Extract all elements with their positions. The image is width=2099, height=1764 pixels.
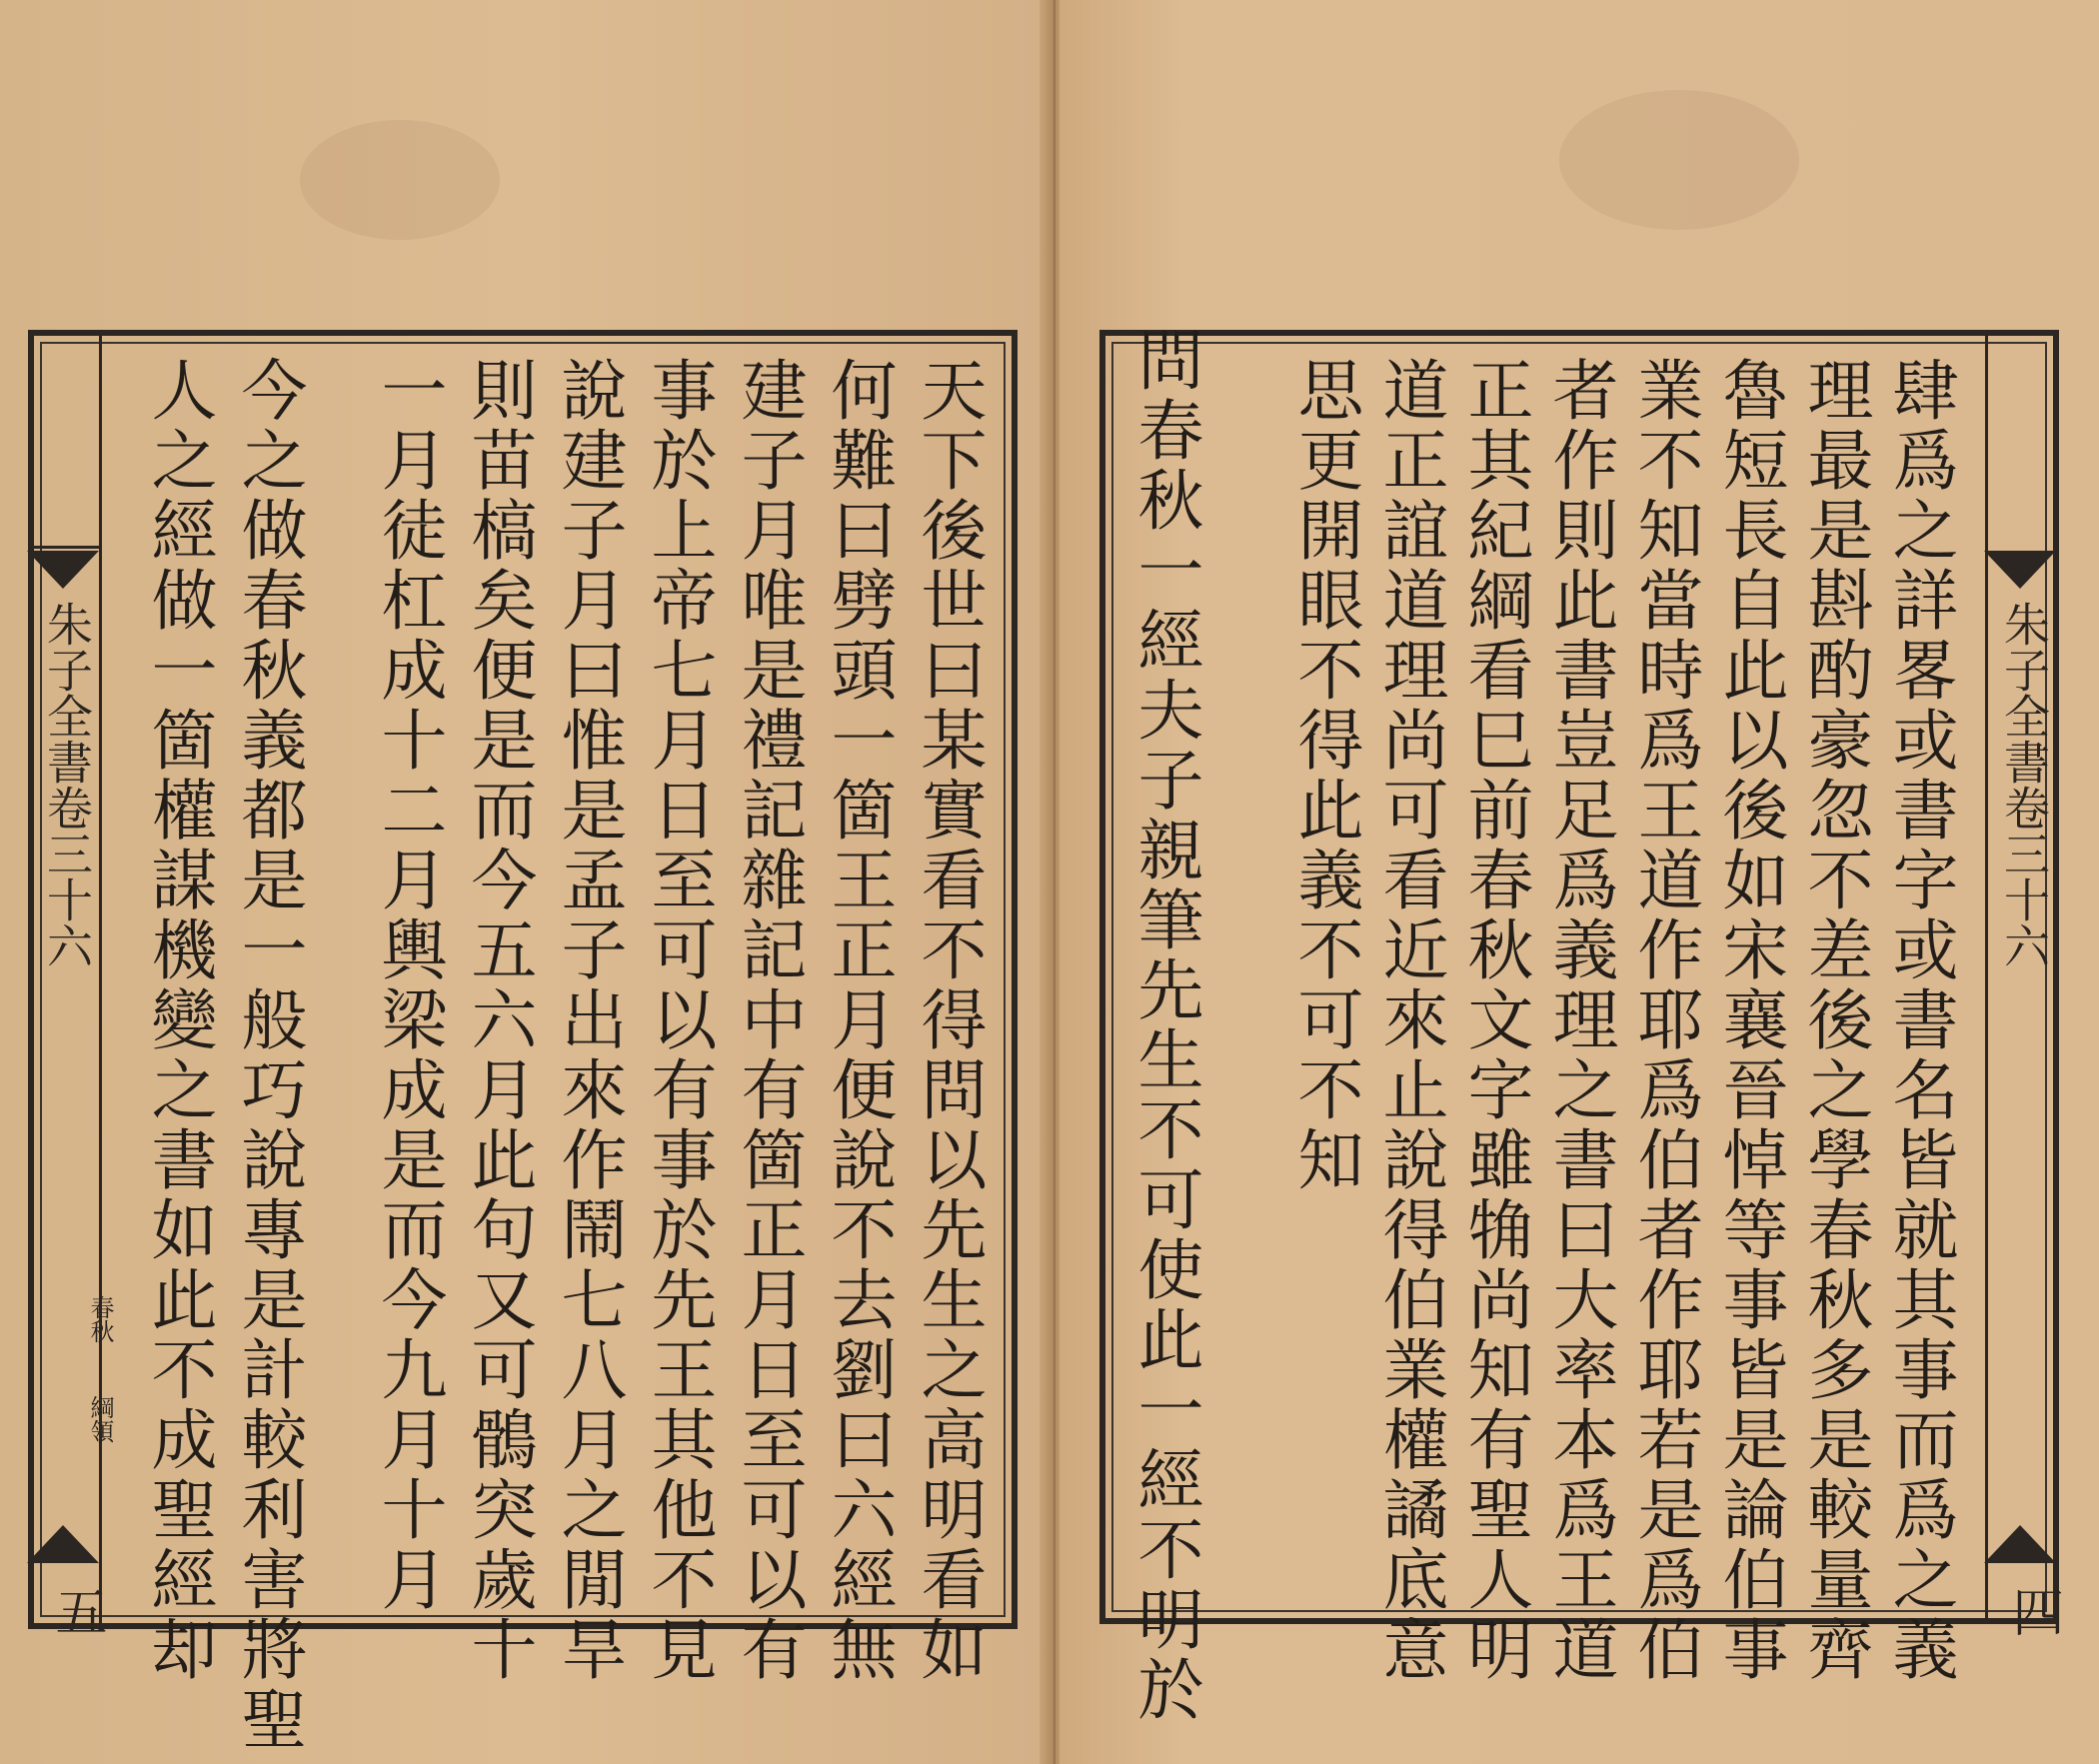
left-margin-title: 朱子全書卷三十六 [40, 601, 94, 968]
fish-tail-upper-mark [1984, 551, 2056, 589]
right-margin-strip [1985, 336, 2063, 1637]
right-margin-title: 朱子全書卷三十六 [1997, 601, 2051, 968]
left-margin-section-2: 綱領 [86, 1395, 114, 1443]
text-column: 說建子月曰惟是孟子出來作鬧七八月之閒旱 [550, 356, 627, 1685]
fish-tail-lower-mark [1984, 1525, 2056, 1563]
left-margin-strip [28, 336, 114, 1637]
text-column: 道正誼道理尚可看近來止說得伯業權譎底意 [1371, 356, 1448, 1685]
fish-tail-lower-mark [27, 1525, 99, 1563]
right-page [1059, 0, 2099, 1764]
left-text-frame [28, 330, 1018, 1755]
text-column: 正其紀綱看巳前春秋文字雖觕尚知有聖人明 [1456, 356, 1533, 1685]
text-column: 業不知當時爲王道作耶爲伯者作耶若是爲伯 [1626, 356, 1703, 1685]
fish-tail-upper [31, 546, 99, 549]
fish-tail-upper-mark [27, 551, 99, 589]
text-column: 建子月唯是禮記雜記中有箇正月日至可以有 [730, 356, 807, 1685]
text-column: 今之做春秋義都是一般巧說專是計較利害將聖 [230, 356, 307, 1755]
text-column: 人之經做一箇權謀機變之書如此不成聖經却 [140, 356, 217, 1685]
left-page-number: 五 [46, 1585, 106, 1637]
text-column: 何難曰劈頭一箇王正月便說不去劉曰六經無 [820, 356, 897, 1685]
paper-stain [1559, 90, 1799, 230]
right-page-number: 四 [2003, 1585, 2063, 1637]
text-column: 者作則此書豈足爲義理之書曰大率本爲王道 [1541, 356, 1618, 1685]
text-column: 思更開眼不得此義不可不知 [1286, 356, 1363, 1195]
text-column: 肆爲之詳畧或書字或書名皆就其事而爲之義 [1881, 356, 1958, 1685]
text-column: 則苗槁矣便是而今五六月此句又可鶻突歲十 [460, 356, 537, 1685]
text-column: 問春秋一經夫子親筆先生不可使此一經不明於 [1126, 326, 1203, 1725]
text-column: 理最是斟酌豪忽不差後之學春秋多是較量齊 [1796, 356, 1873, 1685]
text-column: 事於上帝七月日至可以有事於先王其他不見 [640, 356, 717, 1685]
text-column: 天下後世曰某實看不得問以先生之高明看如 [910, 356, 987, 1685]
paper-stain [300, 120, 500, 240]
text-column: 一月徒杠成十二月輿梁成是而今九月十月 [370, 356, 447, 1615]
text-column: 魯短長自此以後如宋襄晉悼等事皆是論伯事 [1711, 356, 1788, 1685]
right-text-frame [1099, 326, 2063, 1725]
left-margin-section-1: 春秋 [86, 1295, 114, 1343]
